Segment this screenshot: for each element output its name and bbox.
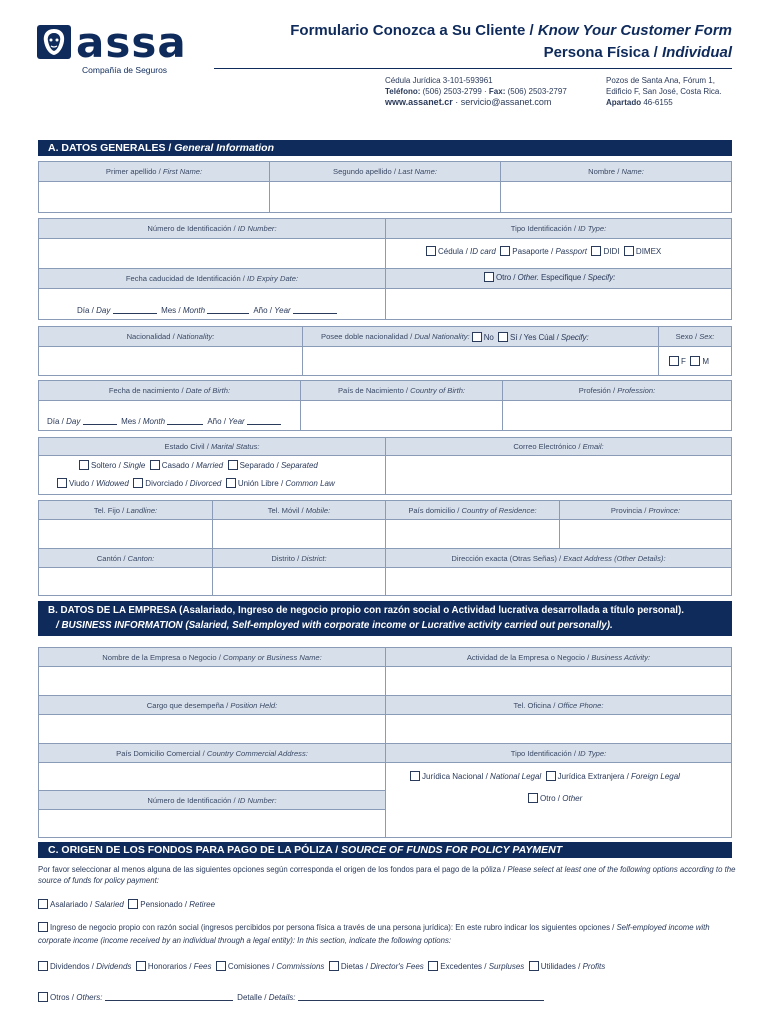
- sex-m-option[interactable]: [690, 357, 709, 366]
- id-type-label: Tipo Identificación /: [510, 224, 576, 233]
- district-label-en: District:: [301, 553, 327, 563]
- instructions-es: Por favor seleccionar al menos alguna de las siguientes opciones según corresponda el origen de los fondos para el pago de la póliza /: [38, 865, 506, 874]
- address-line-1: Pozos de Santa Ana, Fórum 1,: [606, 76, 715, 85]
- marital-header: [39, 438, 386, 456]
- district-label: Distrito /: [271, 553, 300, 563]
- dob-year-label-en: Year: [228, 417, 245, 426]
- nationality-header: [39, 327, 303, 347]
- first-name-field[interactable]: [39, 182, 270, 213]
- otro-specify-label: Especifique /: [541, 273, 586, 282]
- tel-label: Teléfono:: [385, 87, 421, 96]
- dob-year-label: Año /: [207, 417, 227, 426]
- id-table: [38, 218, 732, 320]
- birth-table: [38, 380, 732, 431]
- address-block: [606, 75, 722, 108]
- marital-label-en: Marital Status:: [210, 442, 260, 451]
- section-c-title-en: SOURCE OF FUNDS FOR POLICY PAYMENT: [341, 844, 563, 856]
- expiry-month-label: Mes /: [161, 306, 181, 315]
- id-type-options: [386, 239, 732, 269]
- birth-country-field[interactable]: [301, 401, 503, 431]
- activity-label: Actividad de la Empresa o Negocio /: [466, 652, 590, 662]
- union-libre-option[interactable]: [226, 479, 335, 488]
- sex-label-en: Sex:: [699, 332, 715, 341]
- brand-wordmark: assa: [76, 18, 187, 67]
- otro-specify-field[interactable]: [386, 289, 732, 320]
- soltero-option[interactable]: [79, 461, 145, 470]
- section-c-header: [38, 842, 732, 858]
- office-phone-field[interactable]: [386, 715, 732, 744]
- expiry-year-label-en: Year: [274, 306, 291, 315]
- asalariado-label: Asalariado /: [50, 900, 93, 909]
- juridica-nacional-label: Jurídica Nacional /: [422, 772, 488, 781]
- expiry-month[interactable]: [161, 306, 249, 315]
- lion-emblem-icon: [36, 24, 72, 60]
- id-number-header: [39, 219, 386, 239]
- expiry-label-en: ID Expiry Date:: [247, 274, 299, 283]
- residence-label-en: Country of Residence:: [461, 505, 537, 515]
- first-name-header: [39, 162, 270, 182]
- divorciado-option[interactable]: [133, 479, 221, 488]
- dietas-label: Dietas /: [340, 962, 368, 971]
- viudo-checkbox[interactable]: [57, 478, 67, 488]
- mobile-label: Tel. Móvil /: [267, 505, 304, 515]
- form-subtitle: Persona Física / Individual: [543, 44, 732, 61]
- expiry-month-line[interactable]: [207, 305, 249, 314]
- instructions-en: Please select at least one of the following options according to the source of funds for policy payment:: [38, 865, 736, 885]
- mobile-label-en: Mobile:: [305, 505, 331, 515]
- dob-day-label: Día /: [47, 417, 64, 426]
- canton-field[interactable]: [39, 568, 213, 596]
- honorarios-label-en: Fees: [193, 962, 212, 971]
- subtitle-en: Individual: [661, 44, 732, 61]
- otros-line[interactable]: [105, 992, 233, 1001]
- asalariado-checkbox[interactable]: [38, 899, 48, 909]
- id-type-pasaporte-option[interactable]: [500, 247, 587, 256]
- id-type-dimex-option[interactable]: [624, 247, 661, 256]
- dob-month-label-en: Month: [142, 417, 166, 426]
- dual-no-checkbox[interactable]: [472, 332, 482, 342]
- business-table: [38, 647, 732, 838]
- dob-label: Fecha de nacimiento /: [108, 386, 184, 395]
- funds-row-2: [38, 961, 605, 971]
- dob-day[interactable]: [47, 417, 117, 426]
- section-a-title-es: A. DATOS GENERALES /: [48, 142, 172, 154]
- casado-label-en: Married: [196, 461, 224, 470]
- fax-value: (506) 2503-2797: [507, 87, 567, 96]
- province-label: Provincia /: [610, 505, 647, 515]
- otro-checkbox[interactable]: [484, 272, 494, 282]
- name-field[interactable]: [501, 182, 732, 213]
- section-a-header: [38, 140, 732, 156]
- union-libre-checkbox[interactable]: [226, 478, 236, 488]
- section-b-header: [38, 601, 732, 636]
- dob-field: [39, 401, 301, 431]
- birth-country-label: País de Nacimiento /: [337, 386, 409, 395]
- negocio-propio-label: Ingreso de negocio propio con razón social (ingresos percibidos por persona física a través de una persona jurídica): En este rubro indicar los siguientes opciones /: [50, 923, 615, 932]
- section-b-title-en: / BUSINESS INFORMATION (Salaried, Self-employed with corporate income or Lucrative activity carried out personally).: [56, 620, 613, 631]
- id-type-label-en: ID Type:: [578, 224, 607, 233]
- name-header: [501, 162, 732, 182]
- sex-m-label: M: [702, 357, 710, 366]
- position-label-en: Position Held:: [230, 700, 278, 710]
- marital-label: Estado Civil /: [164, 442, 209, 451]
- excedentes-option[interactable]: [428, 962, 524, 971]
- divorciado-label-en: Divorced: [189, 479, 222, 488]
- mobile-field[interactable]: [213, 520, 386, 549]
- casado-checkbox[interactable]: [150, 460, 160, 470]
- sex-options: [659, 347, 732, 376]
- negocio-propio-checkbox[interactable]: [38, 922, 48, 932]
- residence-label: País domicilio /: [408, 505, 460, 515]
- company-label: Nombre de la Empresa o Negocio /: [102, 652, 221, 662]
- dob-month-line[interactable]: [167, 416, 203, 425]
- id-type-otro-option[interactable]: [484, 273, 615, 282]
- expiry-day[interactable]: [77, 306, 157, 315]
- dimex-label: DIMEX: [635, 247, 662, 256]
- casado-option[interactable]: [150, 461, 223, 470]
- business-otro-label-en: Other: [562, 794, 583, 803]
- nationality-label-en: Nationality:: [176, 332, 215, 341]
- first-name-label: Primer apellido /: [105, 167, 161, 176]
- comisiones-label: Comisiones /: [227, 962, 275, 971]
- cedula-checkbox[interactable]: [426, 246, 436, 256]
- id-type-header: [386, 219, 732, 239]
- otro-label: Otro /: [496, 273, 516, 282]
- profession-label: Profesión /: [578, 386, 616, 395]
- dob-year[interactable]: [207, 417, 281, 426]
- dual-nationality-header: [303, 327, 659, 347]
- contact-table: [38, 500, 732, 596]
- business-otro-label: Otro /: [540, 794, 561, 803]
- business-id-number-label-en: ID Number:: [237, 795, 277, 805]
- dimex-checkbox[interactable]: [624, 246, 634, 256]
- dividendos-option[interactable]: [38, 962, 131, 971]
- comisiones-label-en: Commissions: [276, 962, 325, 971]
- position-header: [39, 696, 386, 715]
- address-field[interactable]: [386, 568, 732, 596]
- expiry-month-label-en: Month: [182, 306, 206, 315]
- expiry-label: Fecha caducidad de Identificación /: [125, 274, 245, 283]
- landline-label: Tel. Fijo /: [93, 505, 125, 515]
- address-header: [386, 549, 732, 568]
- pensionado-label: Pensionado /: [140, 900, 187, 909]
- last-name-field[interactable]: [270, 182, 501, 213]
- business-id-number-label: Número de Identificación /: [147, 795, 236, 805]
- divorciado-label: Divorciado /: [145, 479, 188, 488]
- name-label-en: Name:: [621, 167, 644, 176]
- dual-no-option[interactable]: [472, 332, 494, 342]
- dietas-checkbox[interactable]: [329, 961, 339, 971]
- subtitle-es: Persona Física: [543, 44, 650, 61]
- province-field[interactable]: [560, 520, 732, 549]
- excedentes-label-en: Surpluses: [488, 962, 525, 971]
- honorarios-label: Honorarios /: [147, 962, 192, 971]
- funds-row-1: [38, 899, 215, 909]
- dividendos-label: Dividendos /: [50, 962, 95, 971]
- province-label-en: Province:: [648, 505, 681, 515]
- office-phone-header: [386, 696, 732, 715]
- separado-option[interactable]: [228, 461, 318, 470]
- otro-label-en: Other.: [517, 273, 539, 282]
- juridica-nacional-label-en: National Legal: [490, 772, 542, 781]
- asalariado-label-en: Salaried: [94, 900, 124, 909]
- pensionado-checkbox[interactable]: [128, 899, 138, 909]
- title-es: Formulario Conozca a Su Cliente: [290, 22, 526, 39]
- dual-no-label: No: [483, 332, 494, 342]
- province-header: [560, 501, 732, 520]
- canton-header: [39, 549, 213, 568]
- email-link[interactable]: · servicio@assanet.com: [455, 97, 552, 107]
- apartado-label: Apartado: [606, 98, 642, 107]
- utilidades-label: Utilidades /: [540, 962, 581, 971]
- company-label-en: Company or Business Name:: [222, 652, 322, 662]
- juridica-nacional-checkbox[interactable]: [410, 771, 420, 781]
- names-table: [38, 161, 732, 213]
- commercial-country-header: [39, 744, 386, 763]
- juridica-extranjera-label-en: Foreign Legal: [631, 772, 680, 781]
- sex-f-option[interactable]: [669, 357, 686, 366]
- dual-si-label-en: Specify:: [560, 332, 589, 342]
- negocio-propio-option[interactable]: [38, 921, 738, 947]
- dob-month[interactable]: [121, 417, 203, 426]
- contact-block: [385, 75, 567, 108]
- expiry-year-line[interactable]: [293, 305, 337, 314]
- detalle-label-en: Details:: [268, 993, 296, 1002]
- detalle-label: Detalle /: [237, 993, 267, 1002]
- expiry-field: [39, 289, 386, 320]
- activity-header: [386, 648, 732, 667]
- business-otro-checkbox[interactable]: [528, 793, 538, 803]
- dual-si-checkbox[interactable]: [498, 332, 508, 342]
- activity-label-en: Business Activity:: [591, 652, 651, 662]
- canton-label-en: Canton:: [127, 553, 155, 563]
- didi-checkbox[interactable]: [591, 246, 601, 256]
- viudo-option[interactable]: [57, 479, 129, 488]
- company-header: [39, 648, 386, 667]
- juridica-nacional-option[interactable]: [410, 772, 541, 781]
- utilidades-option[interactable]: [529, 962, 605, 971]
- marital-table: [38, 437, 732, 495]
- expiry-year[interactable]: [253, 306, 337, 315]
- pasaporte-label-en: Passport: [555, 247, 588, 256]
- commercial-country-label-en: Country Commercial Address:: [206, 748, 308, 758]
- company-field[interactable]: [39, 667, 386, 696]
- business-id-type-options: [386, 763, 732, 838]
- birth-country-label-en: Country of Birth:: [410, 386, 466, 395]
- excedentes-label: Excedentes /: [440, 962, 487, 971]
- otros-checkbox[interactable]: [38, 992, 48, 1002]
- cedula-label-en: ID card: [470, 247, 496, 256]
- dob-day-line[interactable]: [83, 416, 117, 425]
- profession-header: [503, 381, 732, 401]
- email-header: [386, 438, 732, 456]
- dob-header: [39, 381, 301, 401]
- negocio-propio-label-en: Self-employed income with corporate income (income received by an individual through a legal entity): In this section, indicate the following options:: [38, 923, 710, 945]
- address-label-en: Exact Address (Other Details):: [563, 553, 666, 563]
- position-field[interactable]: [39, 715, 386, 744]
- sex-f-label: F: [681, 357, 686, 366]
- separado-label: Separado /: [239, 461, 279, 470]
- expiry-day-label: Día /: [77, 306, 94, 315]
- apartado-value: 46-6155: [643, 98, 673, 107]
- email-label-en: Email:: [582, 442, 604, 451]
- business-id-type-header: [386, 744, 732, 763]
- section-c-instructions: [38, 864, 738, 886]
- pasaporte-label: Pasaporte /: [512, 247, 554, 256]
- juridica-extranjera-checkbox[interactable]: [546, 771, 556, 781]
- title-en: Know Your Customer Form: [537, 22, 732, 39]
- juridica-extranjera-option[interactable]: [546, 772, 680, 781]
- profession-label-en: Profession:: [617, 386, 656, 395]
- section-a-title-en: General Information: [174, 142, 274, 154]
- utilidades-label-en: Profits: [582, 962, 606, 971]
- marital-options: [39, 456, 386, 495]
- profession-field[interactable]: [503, 401, 732, 431]
- union-libre-label: Unión Libre /: [237, 479, 284, 488]
- canton-label: Cantón /: [96, 553, 126, 563]
- viudo-label: Viudo /: [69, 479, 94, 488]
- union-libre-label-en: Common Law: [285, 479, 335, 488]
- separado-checkbox[interactable]: [228, 460, 238, 470]
- dual-nationality-field[interactable]: [303, 347, 659, 376]
- landline-field[interactable]: [39, 520, 213, 549]
- fax-label: Fax:: [488, 87, 506, 96]
- mobile-header: [213, 501, 386, 520]
- commercial-country-label: País Domicilio Comercial /: [116, 748, 205, 758]
- id-type-cedula-option[interactable]: [426, 247, 496, 256]
- id-number-label-en: ID Number:: [237, 224, 277, 233]
- business-otro-option[interactable]: [528, 794, 582, 803]
- dob-month-label: Mes /: [121, 417, 141, 426]
- first-name-label-en: First Name:: [162, 167, 203, 176]
- cedula-text: Cédula Jurídica 3-101-593961: [385, 76, 493, 85]
- business-id-type-label-en: ID Type:: [578, 748, 607, 758]
- sex-label: Sexo /: [675, 332, 698, 341]
- pensionado-label-en: Retiree: [189, 900, 216, 909]
- soltero-checkbox[interactable]: [79, 460, 89, 470]
- detalle-line[interactable]: [298, 992, 544, 1001]
- excedentes-checkbox[interactable]: [428, 961, 438, 971]
- district-field[interactable]: [213, 568, 386, 596]
- separado-label-en: Separated: [280, 461, 318, 470]
- asalariado-option[interactable]: [38, 900, 124, 909]
- comisiones-option[interactable]: [216, 962, 325, 971]
- expiry-year-label: Año /: [253, 306, 273, 315]
- honorarios-checkbox[interactable]: [136, 961, 146, 971]
- commercial-country-field[interactable]: [39, 763, 386, 791]
- id-type-otro-cell: [386, 269, 732, 289]
- nationality-label: Nacionalidad /: [126, 332, 175, 341]
- pensionado-option[interactable]: [128, 900, 215, 909]
- id-number-label: Número de Identificación /: [147, 224, 236, 233]
- tel-value: (506) 2503-2799 ·: [422, 87, 487, 96]
- casado-label: Casado /: [161, 461, 194, 470]
- business-id-number-header: [39, 791, 386, 810]
- header-rule: [214, 68, 732, 69]
- form-title: Formulario Conozca a Su Cliente / Know Your Customer Form: [290, 22, 732, 39]
- section-b-title-es: B. DATOS DE LA EMPRESA (Asalariado, Ingreso de negocio propio con razón social o Actividad lucrativa desarrollada a título personal).: [48, 605, 685, 616]
- didi-label: DIDI: [603, 247, 620, 256]
- business-id-number-field[interactable]: [39, 810, 386, 838]
- email-field[interactable]: [386, 456, 732, 495]
- viudo-label-en: Widowed: [96, 479, 129, 488]
- honorarios-option[interactable]: [136, 962, 212, 971]
- dual-nationality-label: Posee doble nacionalidad /: [321, 332, 413, 341]
- soltero-label: Soltero /: [91, 461, 121, 470]
- expiry-header: [39, 269, 386, 289]
- address-label: Dirección exacta (Otras Señas) /: [451, 553, 562, 563]
- otros-label: Otros /: [50, 993, 75, 1002]
- id-type-didi-option[interactable]: [591, 247, 619, 256]
- business-id-type-label: Tipo Identificación /: [510, 748, 576, 758]
- birth-country-header: [301, 381, 503, 401]
- landline-header: [39, 501, 213, 520]
- office-phone-label-en: Office Phone:: [557, 700, 604, 710]
- dietas-label-en: Director's Fees: [370, 962, 424, 971]
- section-c-title-es: C. ORIGEN DE LOS FONDOS PARA PAGO DE LA PÓLIZA /: [48, 844, 339, 856]
- juridica-extranjera-label: Jurídica Extranjera /: [557, 772, 629, 781]
- dual-nationality-label-en: Dual Nationality:: [414, 332, 470, 341]
- activity-field[interactable]: [386, 667, 732, 696]
- last-name-label-en: Last Name:: [398, 167, 437, 176]
- otros-option[interactable]: [38, 993, 233, 1002]
- dual-si-label: Sí / Yes Cúal /: [510, 332, 559, 342]
- residence-header: [386, 501, 560, 520]
- dob-day-label-en: Day: [66, 417, 81, 426]
- nationality-field[interactable]: [39, 347, 303, 376]
- office-phone-label: Tel. Oficina /: [513, 700, 556, 710]
- brand-subtitle: Compañía de Seguros: [82, 65, 168, 75]
- position-label: Cargo que desempeña /: [146, 700, 229, 710]
- email-label: Correo Electrónico /: [513, 442, 581, 451]
- last-name-label: Segundo apellido /: [333, 167, 396, 176]
- divorciado-checkbox[interactable]: [133, 478, 143, 488]
- last-name-header: [270, 162, 501, 182]
- dietas-option[interactable]: [329, 962, 424, 971]
- logo: [36, 18, 187, 76]
- expiry-day-line[interactable]: [113, 305, 157, 314]
- landline-label-en: Landline:: [126, 505, 158, 515]
- pasaporte-checkbox[interactable]: [500, 246, 510, 256]
- dob-year-line[interactable]: [247, 416, 281, 425]
- sex-f-checkbox[interactable]: [669, 356, 679, 366]
- residence-field[interactable]: [386, 520, 560, 549]
- detalle-field[interactable]: [237, 993, 544, 1002]
- address-line-2: Edificio F, San José, Costa Rica.: [606, 87, 722, 96]
- name-label: Nombre /: [588, 167, 620, 176]
- nationality-table: [38, 326, 732, 376]
- dividendos-label-en: Dividends: [96, 962, 132, 971]
- district-header: [213, 549, 386, 568]
- soltero-label-en: Single: [123, 461, 146, 470]
- sex-m-checkbox[interactable]: [690, 356, 700, 366]
- website-link[interactable]: www.assanet.cr: [385, 97, 453, 107]
- comisiones-checkbox[interactable]: [216, 961, 226, 971]
- utilidades-checkbox[interactable]: [529, 961, 539, 971]
- dob-label-en: Date of Birth:: [185, 386, 231, 395]
- funds-row-3: [38, 992, 544, 1002]
- sex-header: [659, 327, 732, 347]
- id-number-field[interactable]: [39, 239, 386, 269]
- otro-specify-label-en: Specify:: [587, 273, 616, 282]
- expiry-day-label-en: Day: [96, 306, 111, 315]
- otros-label-en: Others:: [76, 993, 103, 1002]
- cedula-label: Cédula /: [438, 247, 468, 256]
- dividendos-checkbox[interactable]: [38, 961, 48, 971]
- dual-si-option[interactable]: [498, 332, 589, 342]
